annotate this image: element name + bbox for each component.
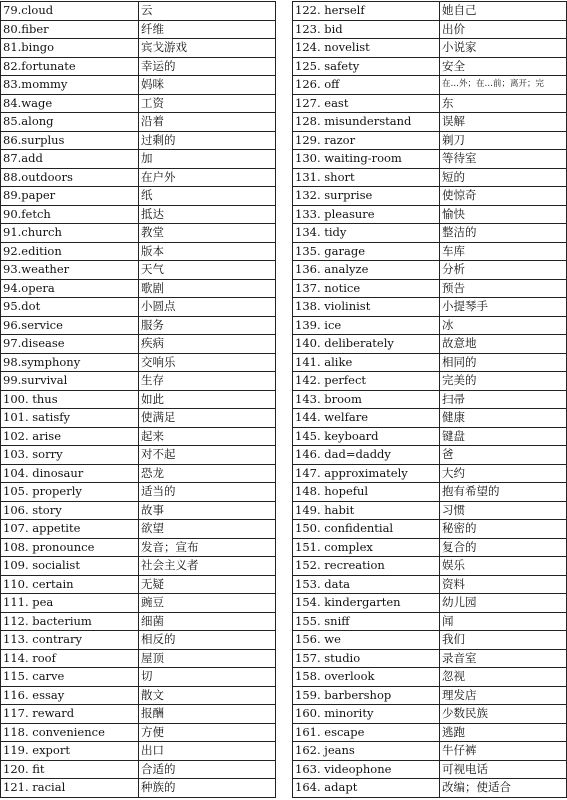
english-term: 126. off bbox=[293, 76, 440, 95]
chinese-meaning: 发音；宣布 bbox=[139, 538, 276, 557]
chinese-meaning: 豌豆 bbox=[139, 594, 276, 613]
chinese-meaning: 冰 bbox=[440, 316, 567, 335]
table-row bbox=[1, 20, 276, 39]
table-row bbox=[293, 705, 567, 724]
english-term: 163. videophone bbox=[293, 760, 440, 779]
chinese-meaning: 习惯 bbox=[440, 501, 567, 520]
table-row bbox=[293, 261, 567, 280]
chinese-meaning: 沿着 bbox=[139, 113, 276, 132]
table-row bbox=[293, 316, 567, 335]
chinese-meaning: 愉快 bbox=[440, 205, 567, 224]
english-term: 131. short bbox=[293, 168, 440, 187]
chinese-meaning: 录音室 bbox=[440, 649, 567, 668]
chinese-meaning: 加 bbox=[139, 150, 276, 169]
english-term: 90.fetch bbox=[1, 205, 139, 224]
english-term: 144. welfare bbox=[293, 409, 440, 428]
table-row bbox=[293, 594, 567, 613]
english-term: 91.church bbox=[1, 224, 139, 243]
chinese-meaning: 相反的 bbox=[139, 631, 276, 650]
table-row bbox=[1, 131, 276, 150]
english-term: 101. satisfy bbox=[1, 409, 139, 428]
table-row bbox=[1, 686, 276, 705]
table-row bbox=[293, 501, 567, 520]
chinese-meaning: 工资 bbox=[139, 94, 276, 113]
chinese-meaning: 纤维 bbox=[139, 20, 276, 39]
table-row bbox=[293, 113, 567, 132]
table-row bbox=[1, 464, 276, 483]
english-term: 119. export bbox=[1, 742, 139, 761]
english-term: 136. analyze bbox=[293, 261, 440, 280]
english-term: 121. racial bbox=[1, 779, 139, 798]
english-term: 151. complex bbox=[293, 538, 440, 557]
table-row bbox=[1, 668, 276, 687]
english-term: 93.weather bbox=[1, 261, 139, 280]
english-term: 107. appetite bbox=[1, 520, 139, 539]
chinese-meaning: 抵达 bbox=[139, 205, 276, 224]
english-term: 94.opera bbox=[1, 279, 139, 298]
vocab-table-right-body bbox=[293, 2, 567, 798]
english-term: 133. pleasure bbox=[293, 205, 440, 224]
chinese-meaning: 健康 bbox=[440, 409, 567, 428]
table-row bbox=[293, 2, 567, 21]
chinese-meaning: 少数民族 bbox=[440, 705, 567, 724]
table-row bbox=[1, 742, 276, 761]
english-term: 97.disease bbox=[1, 335, 139, 354]
english-term: 148. hopeful bbox=[293, 483, 440, 502]
chinese-meaning: 服务 bbox=[139, 316, 276, 335]
english-term: 146. dad=daddy bbox=[293, 446, 440, 465]
table-row bbox=[1, 612, 276, 631]
table-row bbox=[293, 224, 567, 243]
table-row bbox=[293, 612, 567, 631]
english-term: 116. essay bbox=[1, 686, 139, 705]
chinese-meaning: 交响乐 bbox=[139, 353, 276, 372]
english-term: 118. convenience bbox=[1, 723, 139, 742]
chinese-meaning: 合适的 bbox=[139, 760, 276, 779]
table-row bbox=[293, 150, 567, 169]
table-row bbox=[1, 224, 276, 243]
table-row bbox=[1, 649, 276, 668]
english-term: 138. violinist bbox=[293, 298, 440, 317]
english-term: 86.surplus bbox=[1, 131, 139, 150]
vocab-table-right bbox=[292, 1, 567, 798]
chinese-meaning: 改编；使适合 bbox=[440, 779, 567, 798]
chinese-meaning: 散文 bbox=[139, 686, 276, 705]
table-row bbox=[293, 242, 567, 261]
chinese-meaning: 起来 bbox=[139, 427, 276, 446]
table-row bbox=[293, 57, 567, 76]
chinese-meaning: 使满足 bbox=[139, 409, 276, 428]
english-term: 164. adapt bbox=[293, 779, 440, 798]
vocab-table-left-body bbox=[1, 2, 276, 798]
english-term: 105. properly bbox=[1, 483, 139, 502]
table-row bbox=[1, 575, 276, 594]
table-row bbox=[1, 520, 276, 539]
table-row bbox=[1, 390, 276, 409]
english-term: 137. notice bbox=[293, 279, 440, 298]
table-row bbox=[1, 538, 276, 557]
table-row bbox=[293, 760, 567, 779]
chinese-meaning: 误解 bbox=[440, 113, 567, 132]
english-term: 158. overlook bbox=[293, 668, 440, 687]
english-term: 139. ice bbox=[293, 316, 440, 335]
chinese-meaning: 安全 bbox=[440, 57, 567, 76]
chinese-meaning: 完美的 bbox=[440, 372, 567, 391]
english-term: 162. jeans bbox=[293, 742, 440, 761]
english-term: 159. barbershop bbox=[293, 686, 440, 705]
table-row bbox=[1, 372, 276, 391]
english-term: 124. novelist bbox=[293, 39, 440, 58]
english-term: 143. broom bbox=[293, 390, 440, 409]
table-row bbox=[1, 261, 276, 280]
english-term: 123. bid bbox=[293, 20, 440, 39]
table-row bbox=[1, 2, 276, 21]
chinese-meaning: 短的 bbox=[440, 168, 567, 187]
table-row bbox=[293, 631, 567, 650]
table-row bbox=[293, 557, 567, 576]
chinese-meaning: 复合的 bbox=[440, 538, 567, 557]
table-row bbox=[293, 575, 567, 594]
english-term: 87.add bbox=[1, 150, 139, 169]
table-row bbox=[293, 520, 567, 539]
english-term: 154. kindergarten bbox=[293, 594, 440, 613]
table-row bbox=[1, 39, 276, 58]
table-row bbox=[293, 372, 567, 391]
english-term: 79.cloud bbox=[1, 2, 139, 21]
chinese-meaning: 分析 bbox=[440, 261, 567, 280]
chinese-meaning: 逃跑 bbox=[440, 723, 567, 742]
chinese-meaning: 幸运的 bbox=[139, 57, 276, 76]
chinese-meaning: 方便 bbox=[139, 723, 276, 742]
english-term: 120. fit bbox=[1, 760, 139, 779]
table-row bbox=[293, 779, 567, 798]
table-row bbox=[293, 76, 567, 95]
english-term: 98.symphony bbox=[1, 353, 139, 372]
english-term: 141. alike bbox=[293, 353, 440, 372]
english-term: 81.bingo bbox=[1, 39, 139, 58]
table-row bbox=[1, 594, 276, 613]
table-row bbox=[1, 631, 276, 650]
english-term: 161. escape bbox=[293, 723, 440, 742]
chinese-meaning: 对不起 bbox=[139, 446, 276, 465]
table-row bbox=[1, 113, 276, 132]
chinese-meaning: 理发店 bbox=[440, 686, 567, 705]
table-row bbox=[1, 150, 276, 169]
chinese-meaning: 小提琴手 bbox=[440, 298, 567, 317]
chinese-meaning: 东 bbox=[440, 94, 567, 113]
chinese-meaning: 资料 bbox=[440, 575, 567, 594]
table-row bbox=[293, 427, 567, 446]
chinese-meaning: 幼儿园 bbox=[440, 594, 567, 613]
chinese-meaning: 如此 bbox=[139, 390, 276, 409]
table-row bbox=[1, 409, 276, 428]
chinese-meaning: 宾戈游戏 bbox=[139, 39, 276, 58]
table-row bbox=[293, 353, 567, 372]
chinese-meaning: 小说家 bbox=[440, 39, 567, 58]
english-term: 80.fiber bbox=[1, 20, 139, 39]
table-row bbox=[293, 168, 567, 187]
english-term: 153. data bbox=[293, 575, 440, 594]
chinese-meaning: 云 bbox=[139, 2, 276, 21]
english-term: 125. safety bbox=[293, 57, 440, 76]
chinese-meaning: 疾病 bbox=[139, 335, 276, 354]
table-row bbox=[1, 705, 276, 724]
english-term: 160. minority bbox=[293, 705, 440, 724]
english-term: 135. garage bbox=[293, 242, 440, 261]
english-term: 103. sorry bbox=[1, 446, 139, 465]
english-term: 83.mommy bbox=[1, 76, 139, 95]
chinese-meaning: 社会主义者 bbox=[139, 557, 276, 576]
english-term: 128. misunderstand bbox=[293, 113, 440, 132]
chinese-meaning: 抱有希望的 bbox=[440, 483, 567, 502]
english-term: 155. sniff bbox=[293, 612, 440, 631]
english-term: 92.edition bbox=[1, 242, 139, 261]
english-term: 106. story bbox=[1, 501, 139, 520]
table-row bbox=[293, 649, 567, 668]
table-row bbox=[293, 335, 567, 354]
table-row bbox=[1, 557, 276, 576]
english-term: 149. habit bbox=[293, 501, 440, 520]
table-row bbox=[1, 353, 276, 372]
english-term: 95.dot bbox=[1, 298, 139, 317]
chinese-meaning: 歌剧 bbox=[139, 279, 276, 298]
english-term: 96.service bbox=[1, 316, 139, 335]
chinese-meaning: 教堂 bbox=[139, 224, 276, 243]
english-term: 108. pronounce bbox=[1, 538, 139, 557]
chinese-meaning: 忽视 bbox=[440, 668, 567, 687]
chinese-meaning: 在…外；在…前；离开；完 bbox=[440, 76, 567, 95]
table-row bbox=[293, 298, 567, 317]
chinese-meaning: 键盘 bbox=[440, 427, 567, 446]
english-term: 157. studio bbox=[293, 649, 440, 668]
english-term: 115. carve bbox=[1, 668, 139, 687]
table-row bbox=[1, 94, 276, 113]
english-term: 99.survival bbox=[1, 372, 139, 391]
chinese-meaning: 牛仔裤 bbox=[440, 742, 567, 761]
table-row bbox=[1, 483, 276, 502]
chinese-meaning: 恐龙 bbox=[139, 464, 276, 483]
english-term: 104. dinosaur bbox=[1, 464, 139, 483]
english-term: 110. certain bbox=[1, 575, 139, 594]
chinese-meaning: 报酬 bbox=[139, 705, 276, 724]
table-row bbox=[293, 538, 567, 557]
chinese-meaning: 娱乐 bbox=[440, 557, 567, 576]
english-term: 111. pea bbox=[1, 594, 139, 613]
english-term: 127. east bbox=[293, 94, 440, 113]
chinese-meaning: 等待室 bbox=[440, 150, 567, 169]
table-row bbox=[293, 279, 567, 298]
english-term: 117. reward bbox=[1, 705, 139, 724]
chinese-meaning: 可视电话 bbox=[440, 760, 567, 779]
english-term: 134. tidy bbox=[293, 224, 440, 243]
table-row bbox=[1, 298, 276, 317]
chinese-meaning: 在户外 bbox=[139, 168, 276, 187]
english-term: 152. recreation bbox=[293, 557, 440, 576]
table-row bbox=[293, 94, 567, 113]
english-term: 156. we bbox=[293, 631, 440, 650]
english-term: 122. herself bbox=[293, 2, 440, 21]
table-row bbox=[1, 76, 276, 95]
chinese-meaning: 车库 bbox=[440, 242, 567, 261]
chinese-meaning: 整洁的 bbox=[440, 224, 567, 243]
chinese-meaning: 欲望 bbox=[139, 520, 276, 539]
table-row bbox=[1, 187, 276, 206]
english-term: 142. perfect bbox=[293, 372, 440, 391]
chinese-meaning: 大约 bbox=[440, 464, 567, 483]
table-row bbox=[1, 335, 276, 354]
english-term: 84.wage bbox=[1, 94, 139, 113]
table-row bbox=[293, 187, 567, 206]
chinese-meaning: 相同的 bbox=[440, 353, 567, 372]
table-row bbox=[1, 168, 276, 187]
chinese-meaning: 预告 bbox=[440, 279, 567, 298]
english-term: 102. arise bbox=[1, 427, 139, 446]
table-row bbox=[1, 205, 276, 224]
chinese-meaning: 我们 bbox=[440, 631, 567, 650]
english-term: 130. waiting-room bbox=[293, 150, 440, 169]
chinese-meaning: 生存 bbox=[139, 372, 276, 391]
chinese-meaning: 出价 bbox=[440, 20, 567, 39]
chinese-meaning: 版本 bbox=[139, 242, 276, 261]
english-term: 113. contrary bbox=[1, 631, 139, 650]
english-term: 109. socialist bbox=[1, 557, 139, 576]
chinese-meaning: 小圆点 bbox=[139, 298, 276, 317]
english-term: 89.paper bbox=[1, 187, 139, 206]
table-row bbox=[293, 205, 567, 224]
table-row bbox=[1, 723, 276, 742]
chinese-meaning: 天气 bbox=[139, 261, 276, 280]
table-row bbox=[293, 39, 567, 58]
table-row bbox=[293, 483, 567, 502]
table-row bbox=[1, 779, 276, 798]
chinese-meaning: 闻 bbox=[440, 612, 567, 631]
table-row bbox=[1, 760, 276, 779]
table-row bbox=[293, 668, 567, 687]
chinese-meaning: 故意地 bbox=[440, 335, 567, 354]
table-row bbox=[293, 686, 567, 705]
table-row bbox=[293, 131, 567, 150]
table-row bbox=[1, 279, 276, 298]
table-row bbox=[293, 390, 567, 409]
chinese-meaning: 妈咪 bbox=[139, 76, 276, 95]
chinese-meaning: 故事 bbox=[139, 501, 276, 520]
english-term: 88.outdoors bbox=[1, 168, 139, 187]
table-row bbox=[293, 464, 567, 483]
english-term: 85.along bbox=[1, 113, 139, 132]
english-term: 150. confidential bbox=[293, 520, 440, 539]
table-row bbox=[293, 446, 567, 465]
chinese-meaning: 屋顶 bbox=[139, 649, 276, 668]
chinese-meaning: 过剩的 bbox=[139, 131, 276, 150]
chinese-meaning: 切 bbox=[139, 668, 276, 687]
table-row bbox=[1, 446, 276, 465]
english-term: 145. keyboard bbox=[293, 427, 440, 446]
chinese-meaning: 剃刀 bbox=[440, 131, 567, 150]
chinese-meaning: 出口 bbox=[139, 742, 276, 761]
table-row bbox=[293, 409, 567, 428]
english-term: 147. approximately bbox=[293, 464, 440, 483]
english-term: 114. roof bbox=[1, 649, 139, 668]
english-term: 132. surprise bbox=[293, 187, 440, 206]
chinese-meaning: 种族的 bbox=[139, 779, 276, 798]
table-row bbox=[1, 316, 276, 335]
english-term: 112. bacterium bbox=[1, 612, 139, 631]
table-row bbox=[1, 427, 276, 446]
chinese-meaning: 细菌 bbox=[139, 612, 276, 631]
chinese-meaning: 无疑 bbox=[139, 575, 276, 594]
chinese-meaning: 爸 bbox=[440, 446, 567, 465]
chinese-meaning: 适当的 bbox=[139, 483, 276, 502]
english-term: 129. razor bbox=[293, 131, 440, 150]
chinese-meaning: 扫帚 bbox=[440, 390, 567, 409]
english-term: 100. thus bbox=[1, 390, 139, 409]
english-term: 82.fortunate bbox=[1, 57, 139, 76]
vocab-table-left bbox=[0, 1, 276, 798]
chinese-meaning: 她自己 bbox=[440, 2, 567, 21]
chinese-meaning: 纸 bbox=[139, 187, 276, 206]
chinese-meaning: 秘密的 bbox=[440, 520, 567, 539]
table-row bbox=[1, 242, 276, 261]
english-term: 140. deliberately bbox=[293, 335, 440, 354]
table-row bbox=[293, 723, 567, 742]
table-row bbox=[293, 20, 567, 39]
table-row bbox=[293, 742, 567, 761]
table-row bbox=[1, 57, 276, 76]
table-row bbox=[1, 501, 276, 520]
chinese-meaning: 使惊奇 bbox=[440, 187, 567, 206]
